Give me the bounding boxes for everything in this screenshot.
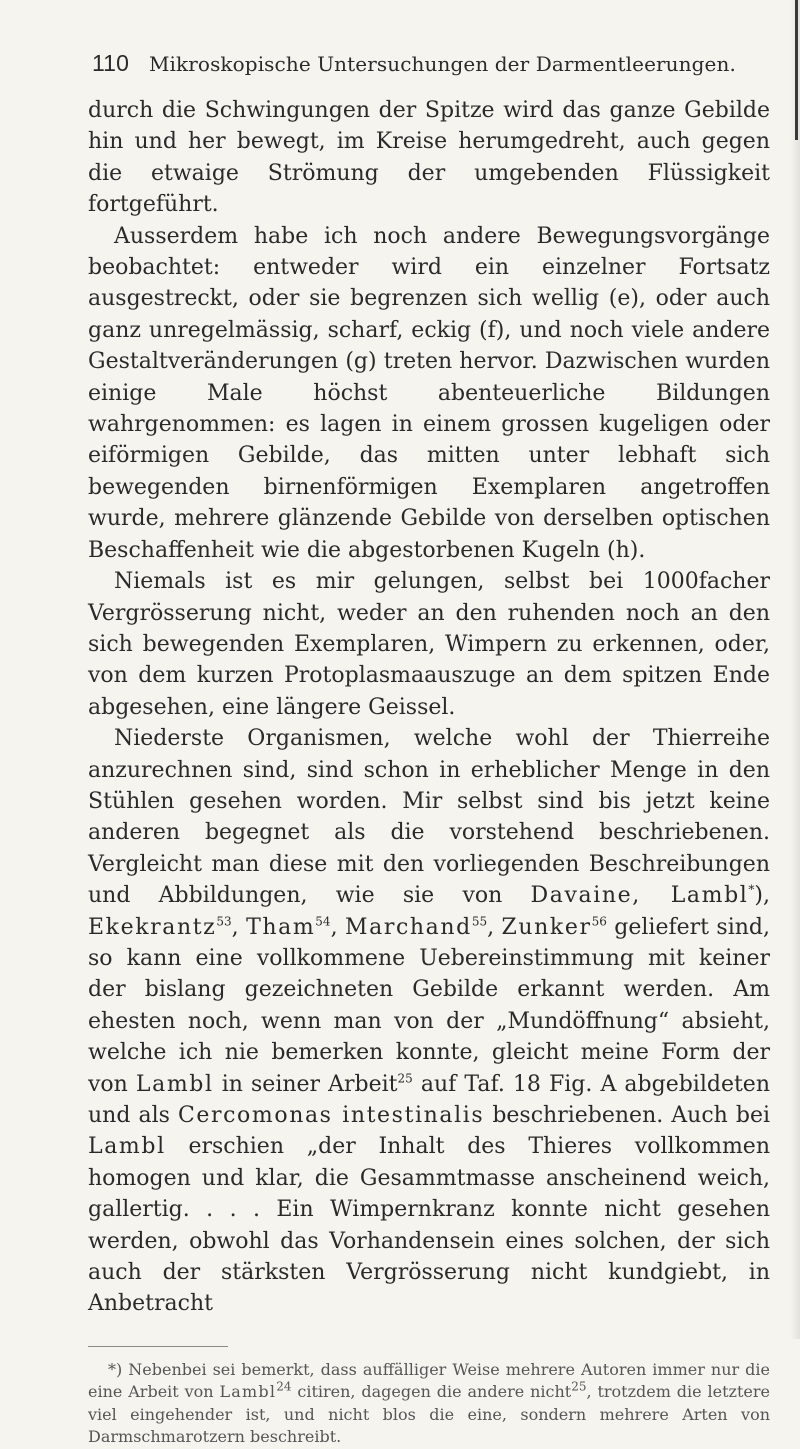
author-name: Davaine, Lambl bbox=[530, 883, 749, 909]
text-run: durch die Schwingungen der Spitze wird das ganze Gebilde hin und her bewegt, im Kreise herumgedreht, auch gegen die etwaige Strömung der umgebenden Flüssigkeit fortgeführt. bbox=[88, 98, 770, 218]
page-edge-shadow bbox=[790, 0, 800, 1339]
reference-mark: * bbox=[748, 882, 755, 897]
paragraph bbox=[88, 95, 770, 221]
author-name: Lambl bbox=[219, 1382, 277, 1402]
page-number: 110 bbox=[92, 50, 129, 76]
text-run: erschien „der Inhalt des Thieres vollkommen homogen und klar, die Gesammtmasse anscheinend weich, gallertig. . . . Ein Wimpernkranz konnte nicht gesehen werden, obwohl das Vorhandensein eines solchen, der sich auch der stärksten Vergrösserung nicht kundgiebt, in Anbetracht bbox=[88, 1134, 770, 1317]
running-title: Mikroskopische Untersuchungen der Darmentleerungen. bbox=[148, 52, 736, 76]
reference-mark: 53 bbox=[216, 914, 232, 929]
text-run: , bbox=[231, 914, 247, 940]
reference-mark: 54 bbox=[315, 914, 331, 929]
running-head bbox=[92, 50, 770, 77]
footnote-rule bbox=[88, 1346, 228, 1347]
text-run: *) Nebenbei sei bemerkt, dass auffälliger Weise mehrere Autoren immer nur die eine Arbeit von bbox=[88, 1359, 770, 1402]
reference-mark: 25 bbox=[397, 1071, 413, 1086]
text-run: , bbox=[330, 914, 345, 940]
text-run: Niederste Organismen, welche wohl der Thierreihe anzurechnen sind, sind schon in erheblicher Menge in den Stühlen gesehen worden. Mir selbst sind bis jetzt keine anderen begegnet als die vorstehend beschriebenen. Vergleicht man diese mit den vorliegenden Beschreibungen und Abbildungen, wie sie von bbox=[88, 726, 770, 909]
text-run: auf Taf. 18 Fig. A abgebildeten und als bbox=[88, 1071, 770, 1128]
paragraph bbox=[88, 566, 770, 723]
author-name: Ekekrantz bbox=[88, 914, 217, 940]
reference-mark: 24 bbox=[276, 1380, 292, 1395]
text-run: Ausserdem habe ich noch andere Bewegungsvorgänge beobachtet: entweder wird ein einzelner Fortsatz ausgestreckt, oder sie begrenzen sich wellig (e), oder auch ganz unregelmässig, scharf, eckig (f), und noch viele andere Gestaltveränderungen (g) treten hervor. Dazwischen wurden einige Male höchst abenteuerliche Bildungen wahrgenommen: es lagen in einem grossen kugeligen oder eiförmigen Gebilde, das mitten unter lebhaft sich bewegenden birnenförmigen Exemplaren angetroffen wurde, mehrere glänzende Gebilde von derselben optischen Beschaffenheit wie die abgestorbenen Kugeln (h). bbox=[88, 223, 770, 563]
author-name: Lambl bbox=[135, 1071, 214, 1097]
paragraph bbox=[88, 221, 770, 566]
author-name: Marchand bbox=[344, 914, 472, 940]
text-run: ), bbox=[754, 883, 770, 909]
author-name: Zunker bbox=[501, 914, 592, 940]
reference-mark: 55 bbox=[471, 914, 488, 929]
author-name: Tham bbox=[246, 914, 316, 940]
text-run: beschriebenen. Auch bei bbox=[484, 1103, 771, 1128]
paragraph bbox=[88, 723, 770, 1320]
text-run: , trotzdem die letztere viel eingehender ist, und nicht blos die eine, sondern mehrere Arten von Darmschmarotzern beschreibt. bbox=[88, 1382, 770, 1447]
text-run: geliefert sind, so kann eine vollkommene Uebereinstimmung mit keiner der bislang gezeichneten Gebilde erkannt werden. Am ehesten noch, wenn man von der „Mundöffnung“ absieht, welche ich nie bemerken konnte, gleicht meine Form der von bbox=[88, 914, 770, 1097]
book-page bbox=[88, 50, 770, 1449]
body-text bbox=[88, 95, 770, 1320]
author-name: Lambl bbox=[88, 1134, 166, 1160]
text-run: , bbox=[487, 914, 502, 940]
text-run: Niemals ist es mir gelungen, selbst bei 1000facher Vergrösserung nicht, weder an den ruhenden noch an den sich bewegenden Exemplaren, Wimpern zu erkennen, oder, von dem kurzen Protoplasmaauszuge an dem spitzen Ende abgesehen, eine längere Geissel. bbox=[88, 569, 770, 720]
binding-edge bbox=[795, 0, 798, 140]
text-run: citiren, dagegen die andere nicht bbox=[291, 1382, 572, 1402]
author-name: Cercomonas intestinalis bbox=[177, 1103, 485, 1128]
footnote bbox=[88, 1359, 770, 1449]
reference-mark: 25 bbox=[571, 1380, 587, 1395]
reference-mark: 56 bbox=[591, 914, 607, 929]
text-run: in seiner Arbeit bbox=[213, 1071, 398, 1097]
footnote-paragraph bbox=[88, 1359, 770, 1449]
